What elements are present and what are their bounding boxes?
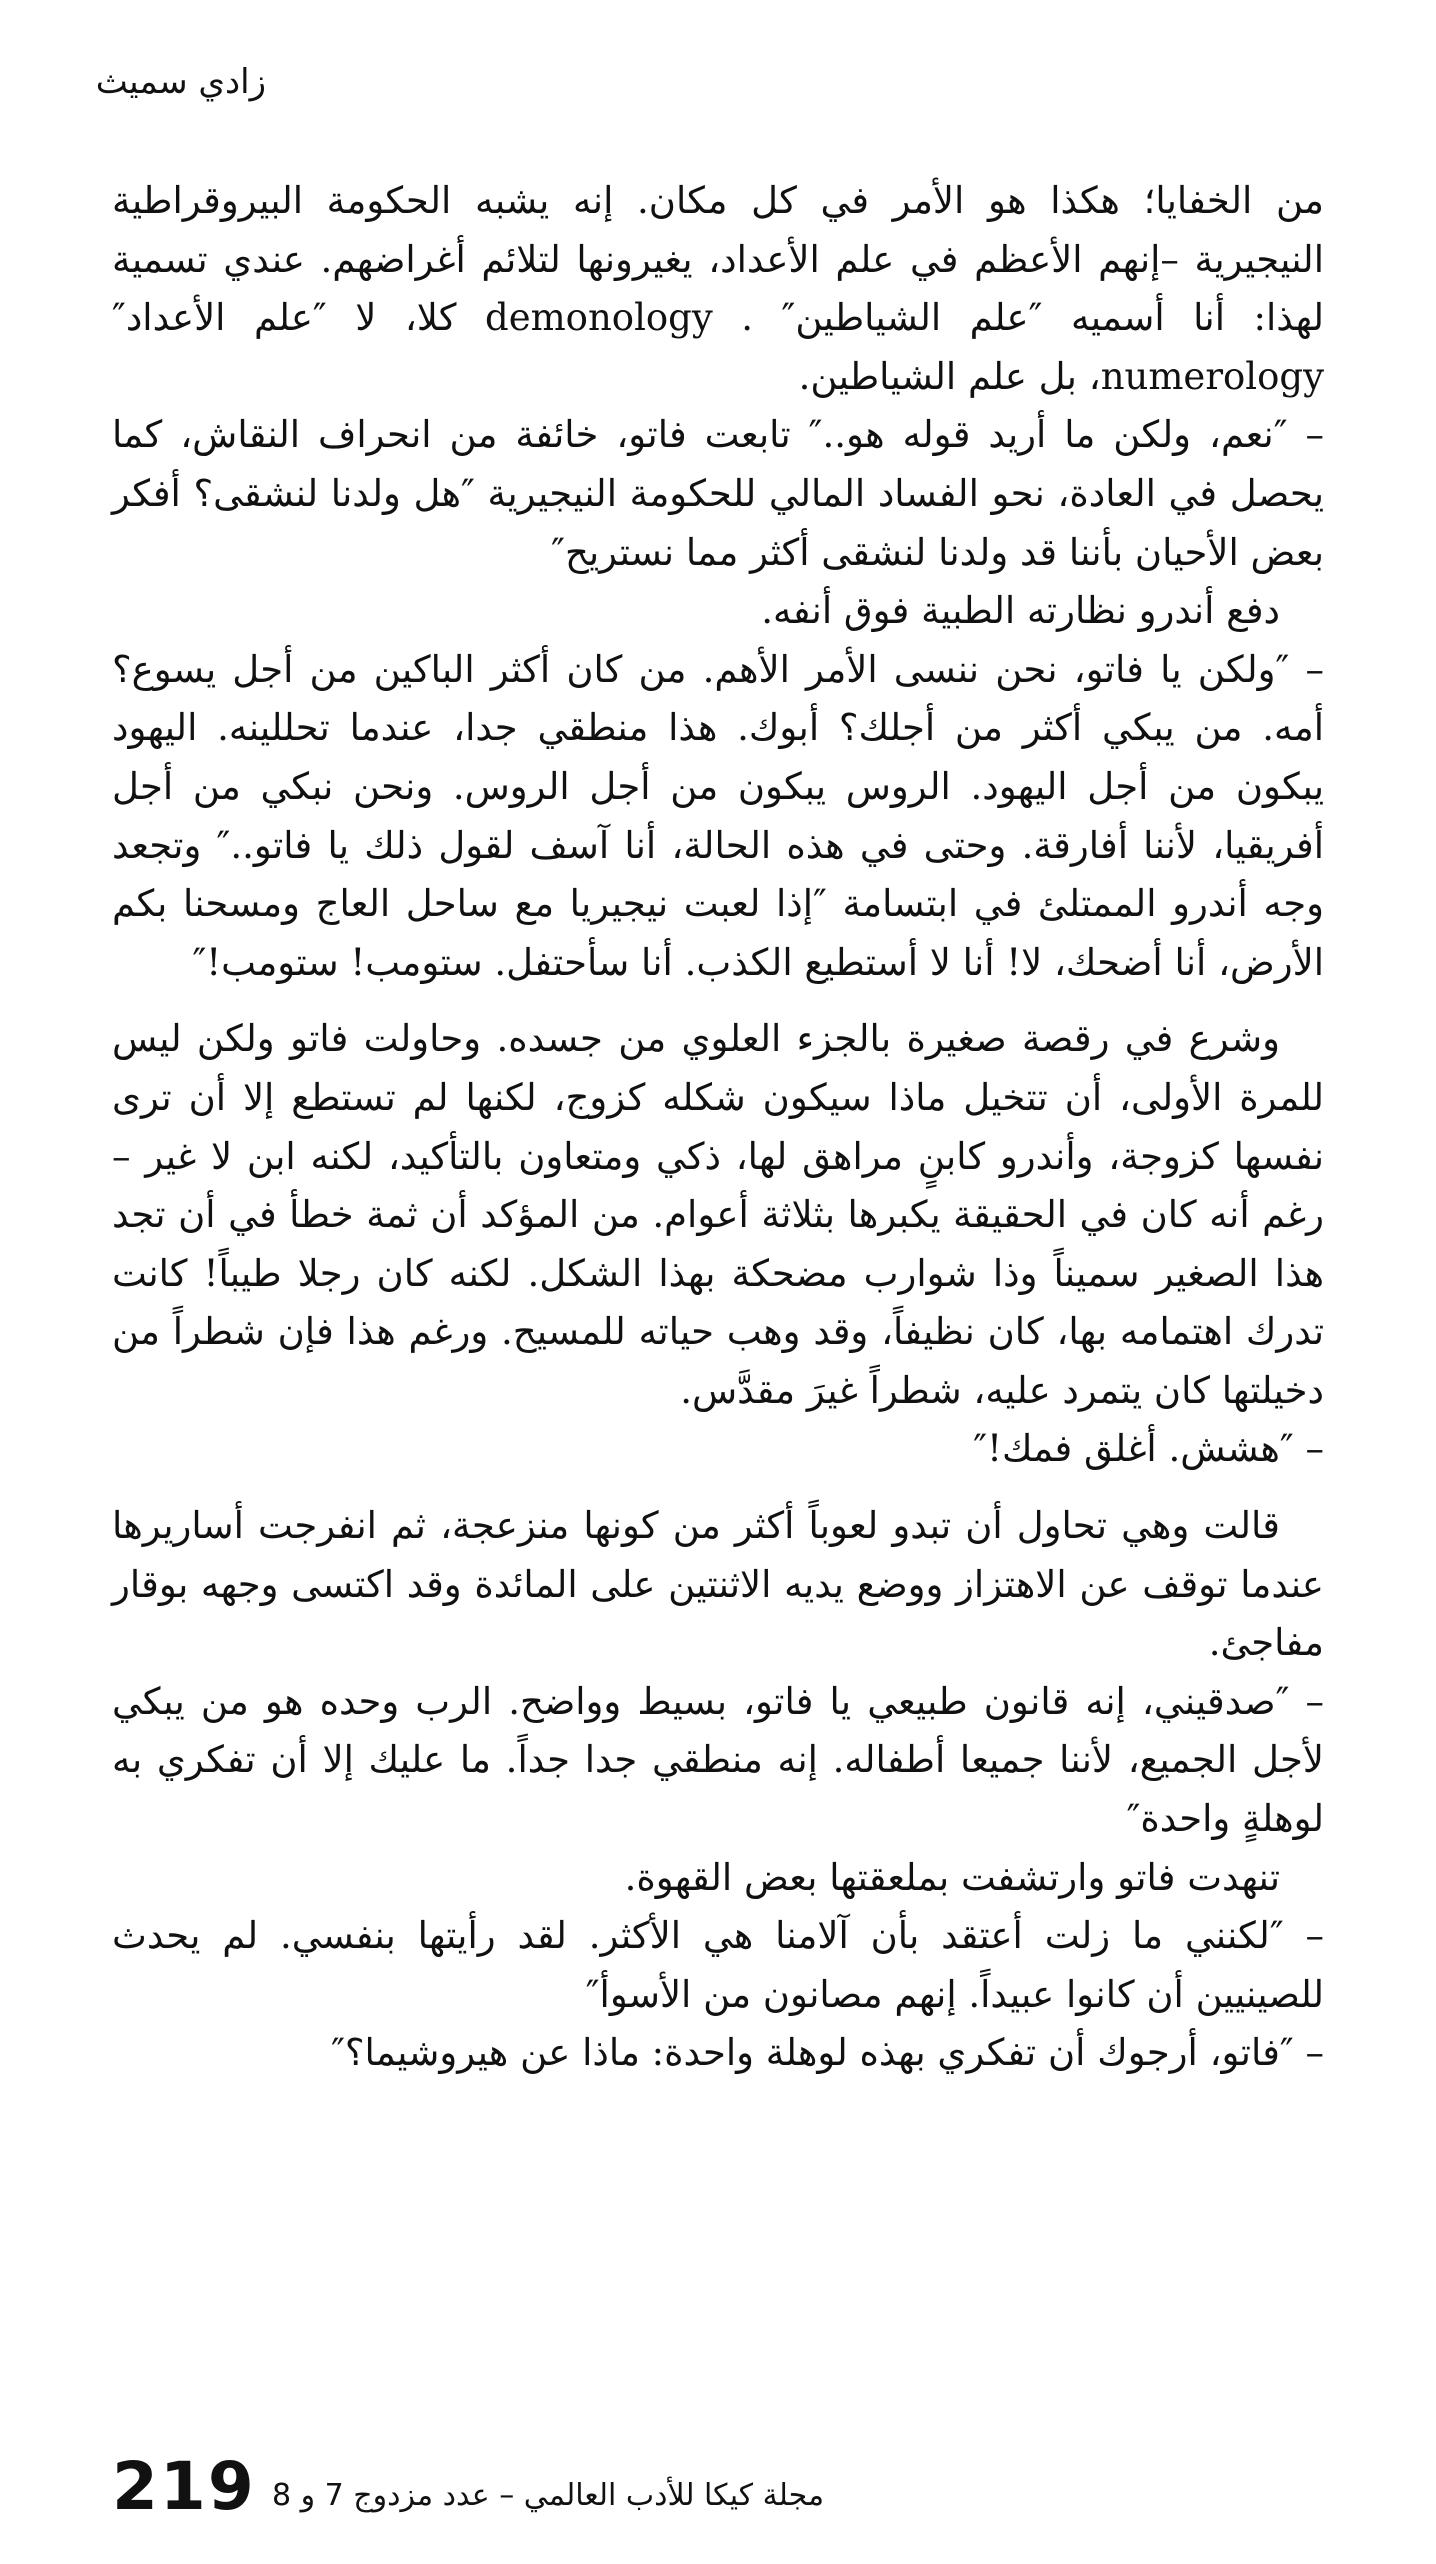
body-text xyxy=(112,172,1324,2083)
paragraph: من الخفايا؛ هكذا هو الأمر في كل مكان. إنه يشبه الحكومة البيروقراطية النيجيرية –إنهم الأعظم في علم الأعداد، يغيرونها لتلائم أغراضهم. عندي تسمية لهذا: أنا أسميه ″علم الشياطين″ . demonology كلا، لا ″علم الأعداد″ numerology، بل علم الشياطين. xyxy=(112,179,1324,398)
journal-issue-line: مجلة كيكا للأدب العالمي – عدد مزدوج 7 و 8 xyxy=(272,2478,825,2513)
running-head-author: زادي سميث xyxy=(95,62,266,102)
page-number: 219 xyxy=(112,2448,256,2525)
paragraph: وشرع في رقصة صغيرة بالجزء العلوي من جسده. وحاولت فاتو ولكن ليس للمرة الأولى، أن تتخيل ماذا سيكون شكله كزوج، لكنها لم تستطع إلا أن ترى نفسها كزوجة، وأندرو كابنٍ مراهق لها، ذكي ومتعاون بالتأكيد، لكنه ابن لا غير –رغم أنه كان في الحقيقة يكبرها بثلاثة أعوام. من المؤكد أن ثمة خطأ في أن تجد هذا الصغير سميناً وذا شوارب مضحكة بهذا الشكل. لكنه كان رجلا طيباً! كانت تدرك اهتمامه بها، كان نظيفاً، وقد وهب حياته للمسيح. ورغم هذا فإن شطراً من دخيلتها كان يتمرد عليه، شطراً غيرَ مقدَّس. xyxy=(112,1017,1324,1412)
paragraph: – ″فاتو، أرجوك أن تفكري بهذه لوهلة واحدة: ماذا عن هيروشيما؟″ xyxy=(331,2031,1324,2075)
paragraph: – ″نعم، ولكن ما أريد قوله هو..″ تابعت فاتو، خائفة من انحراف النقاش، كما يحصل في العادة، نحو الفساد المالي للحكومة النيجيرية ″هل ولدنا لنشقى؟ أفكر بعض الأحيان بأننا قد ولدنا لنشقى أكثر مما نستريح″ xyxy=(112,413,1324,574)
paragraph: دفع أندرو نظارته الطبية فوق أنفه. xyxy=(761,589,1280,633)
paragraph: قالت وهي تحاول أن تبدو لعوباً أكثر من كونها منزعجة، ثم انفرجت أساريرها عندما توقف عن الاهتزاز ووضع يديه الاثنتين على المائدة وقد اكتسى وجهه بوقار مفاجئ. xyxy=(112,1504,1324,1665)
paragraph: – ″ولكن يا فاتو، نحن ننسى الأمر الأهم. من كان أكثر الباكين من أجل يسوع؟ أمه. من يبكي أكثر من أجلك؟ أبوك. هذا منطقي جدا، عندما تحللينه. اليهود يبكون من أجل اليهود. الروس يبكون من أجل الروس. ونحن نبكي من أجل أفريقيا، لأننا أفارقة. وحتى في هذه الحالة، أنا آسف لقول ذلك يا فاتو..″ وتجعد وجه أندرو الممتلئ في ابتسامة ″إذا لعبت نيجيريا مع ساحل العاج ومسحنا بكم الأرض، أنا أضحك، لا! أنا لا أستطيع الكذب. أنا سأحتفل. ستومب! ستومب!″ xyxy=(112,647,1324,984)
paragraph: – ″هشش. أغلق فمك!″ xyxy=(973,1427,1324,1471)
paragraph: – ″لكنني ما زلت أعتقد بأن آلامنا هي الأكثر. لقد رأيتها بنفسي. لم يحدث للصينيين أن كانوا عبيداً. إنهم مصانون من الأسوأ″ xyxy=(112,1914,1324,2016)
paragraph: تنهدت فاتو وارتشفت بملعقتها بعض القهوة. xyxy=(624,1855,1280,1899)
page-footer xyxy=(112,2448,1324,2544)
paragraph: – ″صدقيني، إنه قانون طبيعي يا فاتو، بسيط وواضح. الرب وحده هو من يبكي لأجل الجميع، لأننا جميعا أطفاله. إنه منطقي جدا جداً. ما عليك إلا أن تفكري به لوهلةٍ واحدة″ xyxy=(112,1679,1324,1841)
